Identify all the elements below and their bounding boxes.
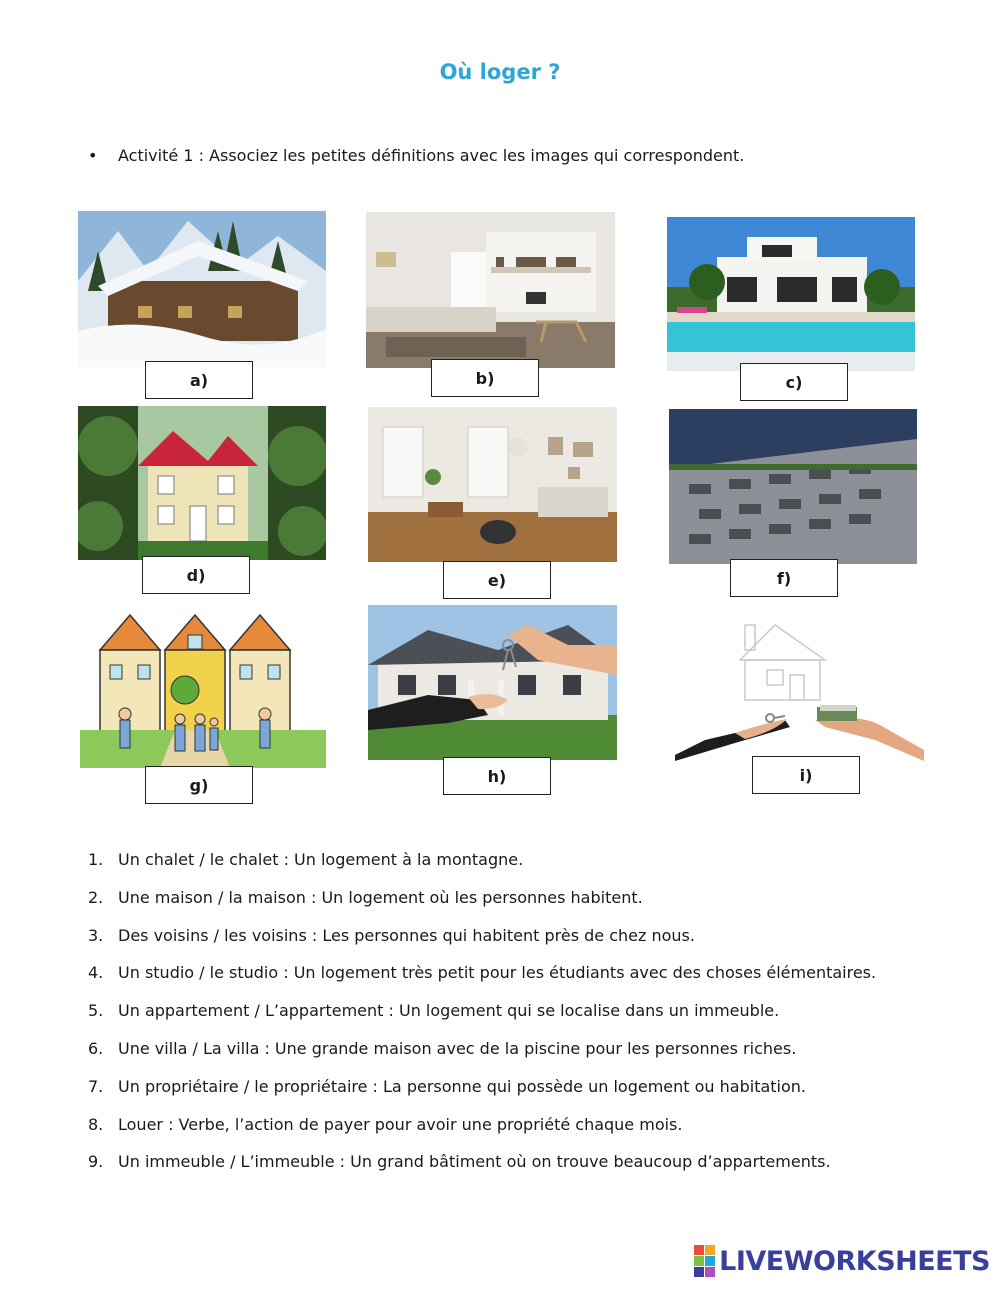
list-item: 2. Une maison / la maison : Un logement où les personnes habitent.	[88, 887, 643, 907]
liveworksheets-logo	[694, 1245, 990, 1277]
list-item: 6. Une villa / La villa : Une grande maison avec de la piscine pour les personnes riches.	[88, 1038, 797, 1058]
logo-blocks-icon	[694, 1245, 715, 1277]
image-villa	[667, 217, 915, 371]
label-g[interactable]: g)	[145, 766, 253, 804]
list-item: 7. Un propriétaire / le propriétaire : La personne qui possède un logement ou habitation.	[88, 1076, 807, 1096]
list-item: 8. Louer : Verbe, l’action de payer pour avoir une propriété chaque mois.	[88, 1114, 683, 1134]
list-item: 4. Un studio / le studio : Un logement très petit pour les étudiants avec des choses élémentaires.	[88, 963, 877, 983]
page-title: Où loger ?	[439, 60, 561, 84]
label-a[interactable]: a)	[145, 361, 253, 399]
image-voisins	[80, 610, 326, 768]
image-appartement	[368, 407, 617, 562]
list-item: 3. Des voisins / les voisins : Les personnes qui habitent près de chez nous.	[88, 925, 695, 945]
image-proprietaire	[368, 605, 617, 760]
label-b[interactable]: b)	[431, 359, 539, 397]
image-studio	[366, 212, 615, 368]
bullet-icon: •	[88, 146, 98, 165]
logo-text: LIVEWORKSHEETS	[719, 1245, 990, 1277]
list-item: 9. Un immeuble / L’immeuble : Un grand bâtiment où on trouve beaucoup d’appartements.	[88, 1152, 831, 1172]
list-item: 1. Un chalet / le chalet : Un logement à la montagne.	[88, 850, 524, 869]
image-immeuble	[669, 409, 917, 564]
image-chalet	[78, 211, 326, 367]
definitions-list	[88, 846, 876, 1186]
activity-instruction	[88, 146, 744, 165]
label-e[interactable]: e)	[443, 561, 551, 599]
label-f[interactable]: f)	[730, 559, 838, 597]
list-item: 5. Un appartement / L’appartement : Un logement qui se localise dans un immeuble.	[88, 1001, 780, 1021]
image-louer	[675, 615, 924, 761]
activity-text: Activité 1 : Associez les petites définitions avec les images qui correspondent.	[118, 146, 745, 165]
label-d[interactable]: d)	[142, 556, 250, 594]
label-h[interactable]: h)	[443, 757, 551, 795]
label-c[interactable]: c)	[740, 363, 848, 401]
label-i[interactable]: i)	[752, 756, 860, 794]
image-maison	[78, 406, 326, 560]
